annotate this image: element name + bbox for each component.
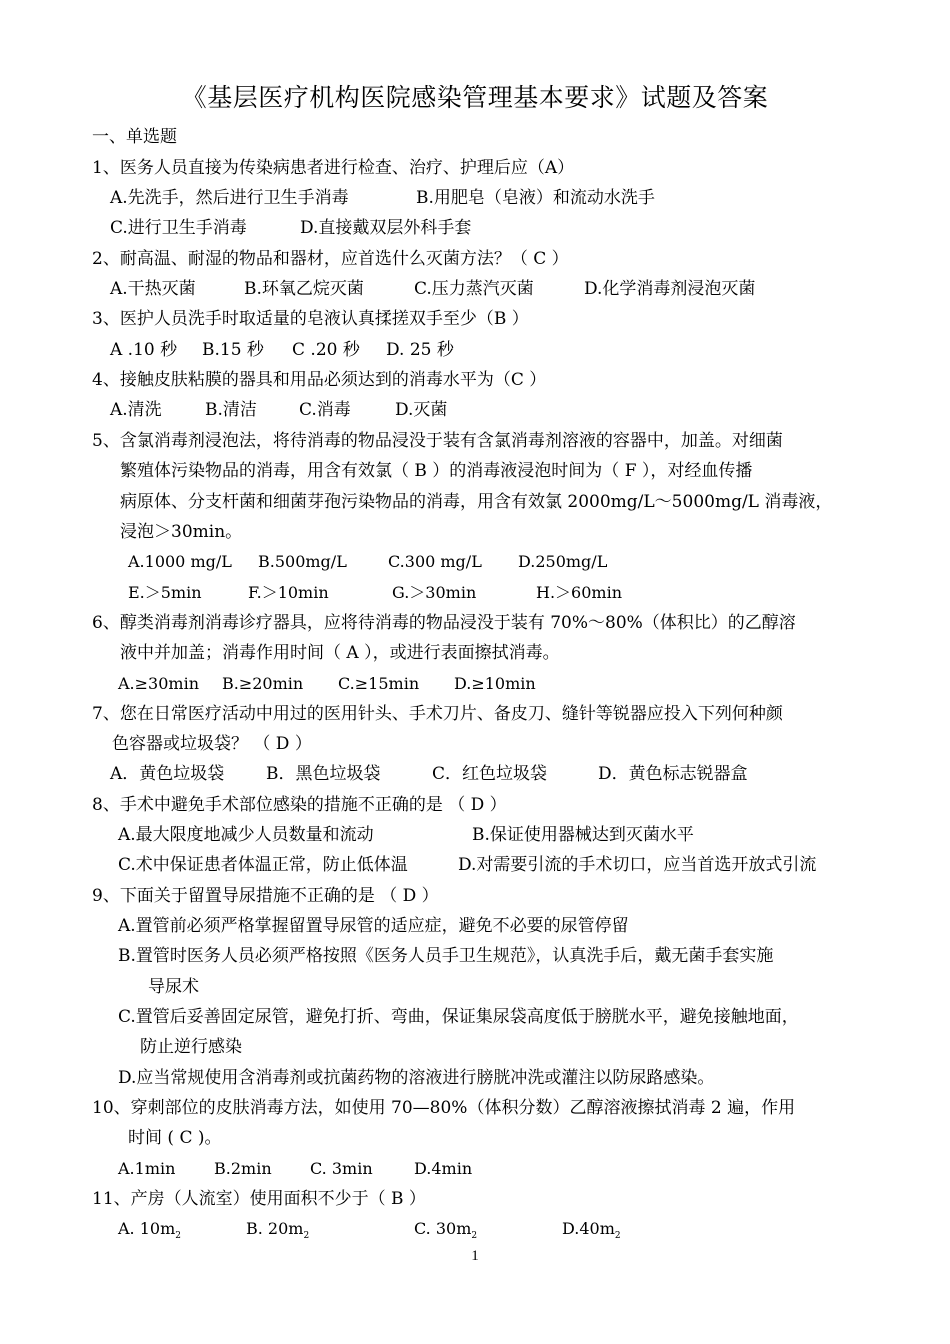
option-c: C. $30m_2$ — [414, 1219, 478, 1242]
option-b: B.用肥皂（皂液）和流动水洗手 — [416, 188, 655, 208]
option-d: D.250mg/L — [518, 552, 608, 571]
question-6-stem-line-2: 液中并加盖；消毒作用时间（ A ），或进行表面擦拭消毒。 — [120, 643, 560, 663]
section-heading: 一、单选题 — [92, 127, 177, 147]
option-c: C.压力蒸汽灭菌 — [414, 279, 534, 299]
question-3-options — [110, 339, 454, 361]
question-5-options-row-1 — [128, 551, 607, 573]
question-1-options-row-2 — [110, 217, 471, 239]
question-8-options-row-1 — [118, 824, 694, 846]
question-9-option-b-line-2: 导尿术 — [148, 977, 199, 997]
question-9-option-d: D.应当常规使用含消毒剂或抗菌药物的溶液进行膀胱冲洗或灌注以防尿路感染。 — [118, 1068, 715, 1088]
question-9-option-c-line-1: C.置管后妥善固定尿管，避免打折、弯曲，保证集尿袋高度低于膀胱水平，避免接触地面， — [118, 1007, 799, 1027]
question-6-stem-line-1: 6、醇类消毒剂消毒诊疗器具，应将待消毒的物品浸没于装有 70%～80%（体积比）的乙醇溶 — [92, 613, 796, 633]
question-1-options-row-1 — [110, 187, 655, 209]
option-d: D.≥10min — [454, 674, 536, 693]
option-b: B.清洁 — [205, 400, 257, 420]
question-8-stem: 8、手术中避免手术部位感染的措施不正确的是 （ D ） — [92, 795, 507, 815]
option-b: B.500mg/L — [258, 552, 347, 571]
option-a: A.干热灭菌 — [110, 279, 196, 299]
question-2-options — [110, 278, 755, 300]
option-a: A.最大限度地减少人员数量和流动 — [118, 825, 374, 845]
option-b: B．黑色垃圾袋 — [266, 764, 381, 784]
question-7-options — [110, 763, 748, 785]
question-5-stem-line-2: 繁殖体污染物品的消毒，用含有效氯（ B ）的消毒液浸泡时间为（ F ），对经血传播 — [120, 461, 753, 481]
question-4-stem: 4、接触皮肤粘膜的器具和用品必须达到的消毒水平为（C ） — [92, 370, 547, 390]
option-a: A.1min — [118, 1159, 176, 1178]
option-b: B.保证使用器械达到灭菌水平 — [472, 825, 694, 845]
option-b: B.2min — [214, 1159, 272, 1178]
unit-superscript: 2 — [303, 1231, 310, 1242]
option-d: D.4min — [414, 1159, 473, 1178]
option-g: G.＞30min — [392, 583, 477, 602]
option-d: D.灭菌 — [395, 400, 448, 420]
option-b: B. $20m_2$ — [246, 1219, 310, 1242]
question-9-stem: 9、下面关于留置导尿措施不正确的是 （ D ） — [92, 886, 439, 906]
option-c: C.300 mg/L — [388, 552, 482, 571]
option-a: A.≥30min — [118, 674, 199, 693]
option-e: E.＞5min — [128, 583, 202, 602]
option-c: C .20 秒 — [292, 340, 360, 360]
option-d: $D.40m_2$ — [562, 1219, 621, 1242]
question-5-options-row-2 — [128, 582, 622, 604]
option-h: H.＞60min — [536, 583, 622, 602]
option-b: B.环氧乙烷灭菌 — [244, 279, 364, 299]
question-10-options — [118, 1158, 472, 1180]
question-5-stem-line-3: 病原体、分支杆菌和细菌芽孢污染物品的消毒，用含有效氯 2000mg/L～5000mg/L 消毒液， — [120, 492, 833, 512]
option-a: A.清洗 — [110, 400, 162, 420]
option-d: D.对需要引流的手术切口，应当首选开放式引流 — [458, 855, 817, 875]
question-3-stem: 3、医护人员洗手时取适量的皂液认真揉搓双手至少（B ） — [92, 309, 529, 329]
page-title: 《基层医疗机构医院感染管理基本要求》试题及答案 — [181, 83, 769, 112]
question-9-option-b-line-1: B.置管时医务人员必须严格按照《医务人员手卫生规范》，认真洗手后，戴无菌手套实施 — [118, 946, 774, 966]
option-c: C. 3min — [310, 1159, 373, 1178]
question-2-stem: 2、耐高温、耐湿的物品和器材，应首选什么灭菌方法？（ C ） — [92, 249, 569, 269]
unit-superscript: 2 — [175, 1231, 181, 1242]
option-a: A.1000 mg/L — [128, 552, 232, 571]
question-10-stem-line-1: 10、穿刺部位的皮肤消毒方法，如使用 70—80%（体积分数）乙醇溶液擦拭消毒 2 遍，作用 — [92, 1098, 796, 1118]
option-b: B.15 秒 — [202, 340, 264, 360]
option-a: A. $10m_2$ — [118, 1219, 181, 1242]
question-9-option-c-line-2: 防止逆行感染 — [140, 1037, 242, 1057]
option-d: D.直接戴双层外科手套 — [300, 218, 472, 238]
option-d: D.化学消毒剂浸泡灭菌 — [584, 279, 756, 299]
question-11-stem: 11、产房（人流室）使用面积不少于（ B ） — [92, 1189, 426, 1209]
option-a: A.先洗手，然后进行卫生手消毒 — [110, 188, 349, 208]
question-1-stem: 1、医务人员直接为传染病患者进行检查、治疗、护理后应（A） — [92, 158, 575, 178]
question-10-stem-line-2: 时间 ( C )。 — [128, 1128, 222, 1148]
option-d: D. 25 秒 — [386, 340, 454, 360]
question-5-stem-line-4: 浸泡＞30min。 — [120, 522, 243, 542]
option-c: C.消毒 — [299, 400, 351, 420]
question-9-option-a: A.置管前必须严格掌握留置导尿管的适应症，避免不必要的尿管停留 — [118, 916, 629, 936]
option-a: A .10 秒 — [110, 340, 178, 360]
option-f: F.＞10min — [248, 583, 329, 602]
option-d: D．黄色标志锐器盒 — [598, 764, 748, 784]
option-c: C．红色垃圾袋 — [432, 764, 548, 784]
question-4-options — [110, 399, 447, 421]
question-11-options — [118, 1218, 621, 1247]
question-8-options-row-2 — [118, 854, 816, 876]
option-a: A．黄色垃圾袋 — [110, 764, 225, 784]
option-b: B.≥20min — [222, 674, 304, 693]
option-c: C.≥15min — [338, 674, 420, 693]
page-number: 1 — [471, 1248, 479, 1264]
unit-superscript: 2 — [471, 1231, 478, 1242]
option-c: C.进行卫生手消毒 — [110, 218, 247, 238]
question-6-options — [118, 673, 536, 695]
question-7-stem-line-2: 色容器或垃圾袋？ （ D ） — [112, 734, 312, 754]
question-5-stem-line-1: 5、含氯消毒剂浸泡法，将待消毒的物品浸没于装有含氯消毒剂溶液的容器中，加盖。对细菌 — [92, 431, 783, 451]
option-c: C.术中保证患者体温正常，防止低体温 — [118, 855, 408, 875]
unit-superscript: 2 — [614, 1231, 621, 1242]
question-7-stem-line-1: 7、您在日常医疗活动中用过的医用针头、手术刀片、备皮刀、缝针等锐器应投入下列何种颜 — [92, 704, 783, 724]
